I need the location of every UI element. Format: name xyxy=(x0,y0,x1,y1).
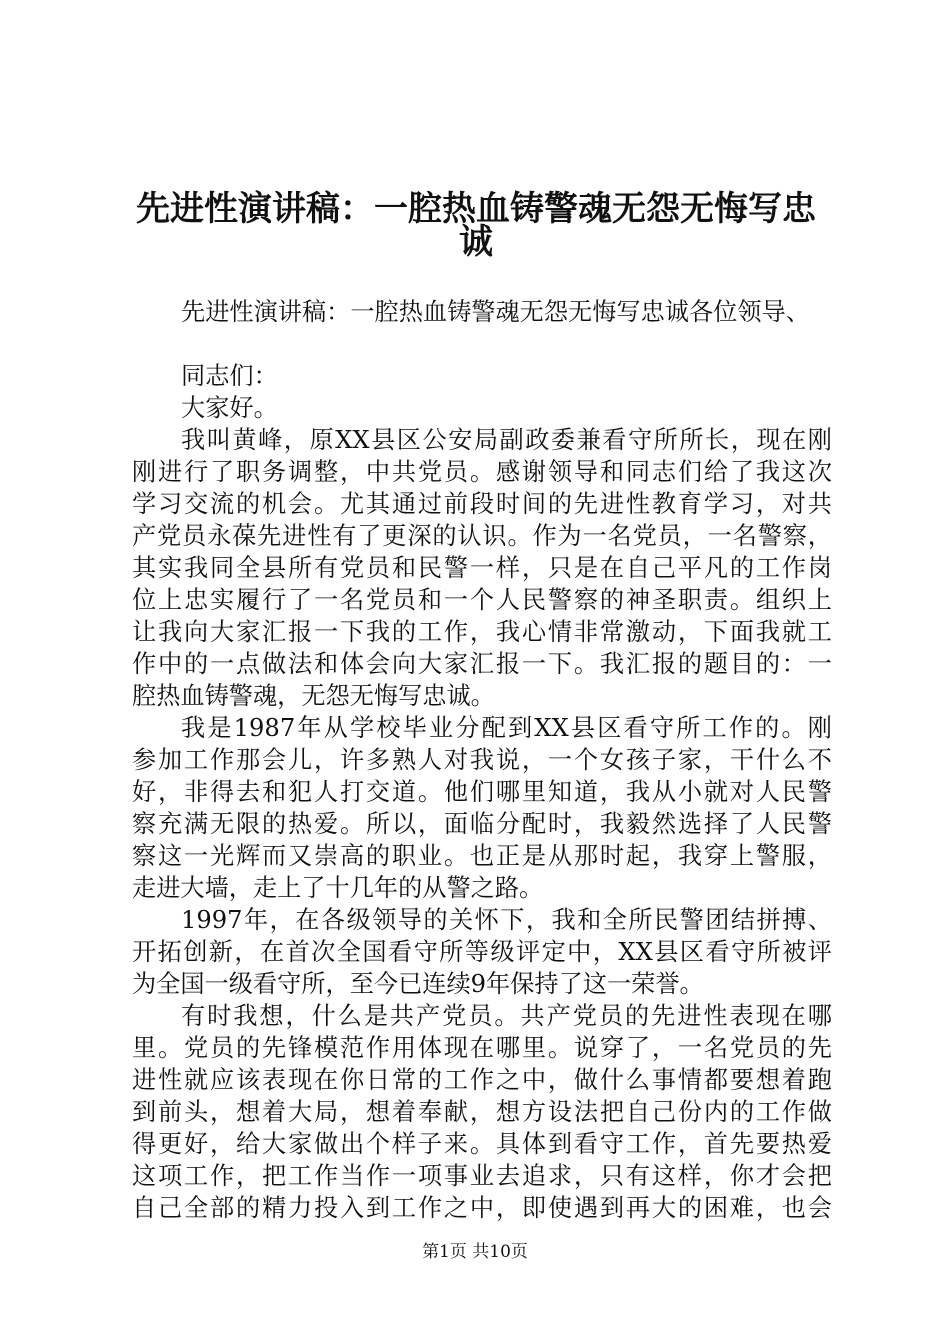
body-line: 开拓创新，在首次全国看守所等级评定中，XX县区看守所被评 xyxy=(132,938,832,966)
body-line: 作中的一点做法和体会向大家汇报一下。我汇报的题目的：一 xyxy=(132,650,832,678)
body-line: 位上忠实履行了一名党员和一个人民警察的神圣职责。组织上 xyxy=(132,586,832,614)
body-line: 1997年，在各级领导的关怀下，我和全所民警团结拼搏、 xyxy=(181,906,832,934)
body-line: 其实我同全县所有党员和民警一样，只是在自己平凡的工作岗 xyxy=(132,554,832,582)
body-line: 先进性演讲稿：一腔热血铸警魂无怨无悔写忠诚各位领导、 xyxy=(181,298,810,326)
body-line: 自己全部的精力投入到工作之中，即使遇到再大的困难，也会 xyxy=(132,1194,832,1222)
body-line: 为全国一级看守所，至今已连续9年保持了这一荣誉。 xyxy=(132,970,704,998)
body-line: 里。党员的先锋模范作用体现在哪里。说穿了，一名党员的先 xyxy=(132,1034,832,1062)
document-title-line-2: 诚 xyxy=(459,222,493,262)
body-line: 我叫黄峰，原XX县区公安局副政委兼看守所所长，现在刚 xyxy=(181,426,832,454)
body-line: 有时我想，什么是共产党员。共产党员的先进性表现在哪 xyxy=(181,1002,832,1030)
body-line: 得更好，给大家做出个样子来。具体到看守工作，首先要热爱 xyxy=(132,1130,832,1158)
body-line: 产党员永葆先进性有了更深的认识。作为一名党员，一名警察， xyxy=(132,522,832,550)
body-line: 察充满无限的热爱。所以，面临分配时，我毅然选择了人民警 xyxy=(132,810,832,838)
body-line: 进性就应该表现在你日常的工作之中，做什么事情都要想着跑 xyxy=(132,1066,832,1094)
body-line: 刚进行了职务调整，中共党员。感谢领导和同志们给了我这次 xyxy=(132,458,832,486)
body-line: 学习交流的机会。尤其通过前段时间的先进性教育学习，对共 xyxy=(132,490,832,518)
body-line: 让我向大家汇报一下我的工作，我心情非常激动，下面我就工 xyxy=(132,618,832,646)
body-line: 到前头，想着大局，想着奉献，想方设法把自己份内的工作做 xyxy=(132,1098,832,1126)
body-line: 我是1987年从学校毕业分配到XX县区看守所工作的。刚 xyxy=(181,714,832,742)
body-line: 走进大墙，走上了十几年的从警之路。 xyxy=(132,874,544,902)
page-number-footer: 第1页 共10页 xyxy=(422,1242,528,1262)
body-line: 腔热血铸警魂，无怨无悔写忠诚。 xyxy=(132,682,495,710)
body-line: 大家好。 xyxy=(181,394,278,422)
body-line: 好，非得去和犯人打交道。他们哪里知道，我从小就对人民警 xyxy=(132,778,832,806)
document-title-line-1: 先进性演讲稿：一腔热血铸警魂无怨无悔写忠 xyxy=(136,189,816,229)
body-line: 参加工作那会儿，许多熟人对我说，一个女孩子家，干什么不 xyxy=(132,746,832,774)
body-line: 察这一光辉而又崇高的职业。也正是从那时起，我穿上警服， xyxy=(132,842,832,870)
body-line: 同志们： xyxy=(181,362,278,390)
body-line: 这项工作，把工作当作一项事业去追求，只有这样，你才会把 xyxy=(132,1162,832,1190)
